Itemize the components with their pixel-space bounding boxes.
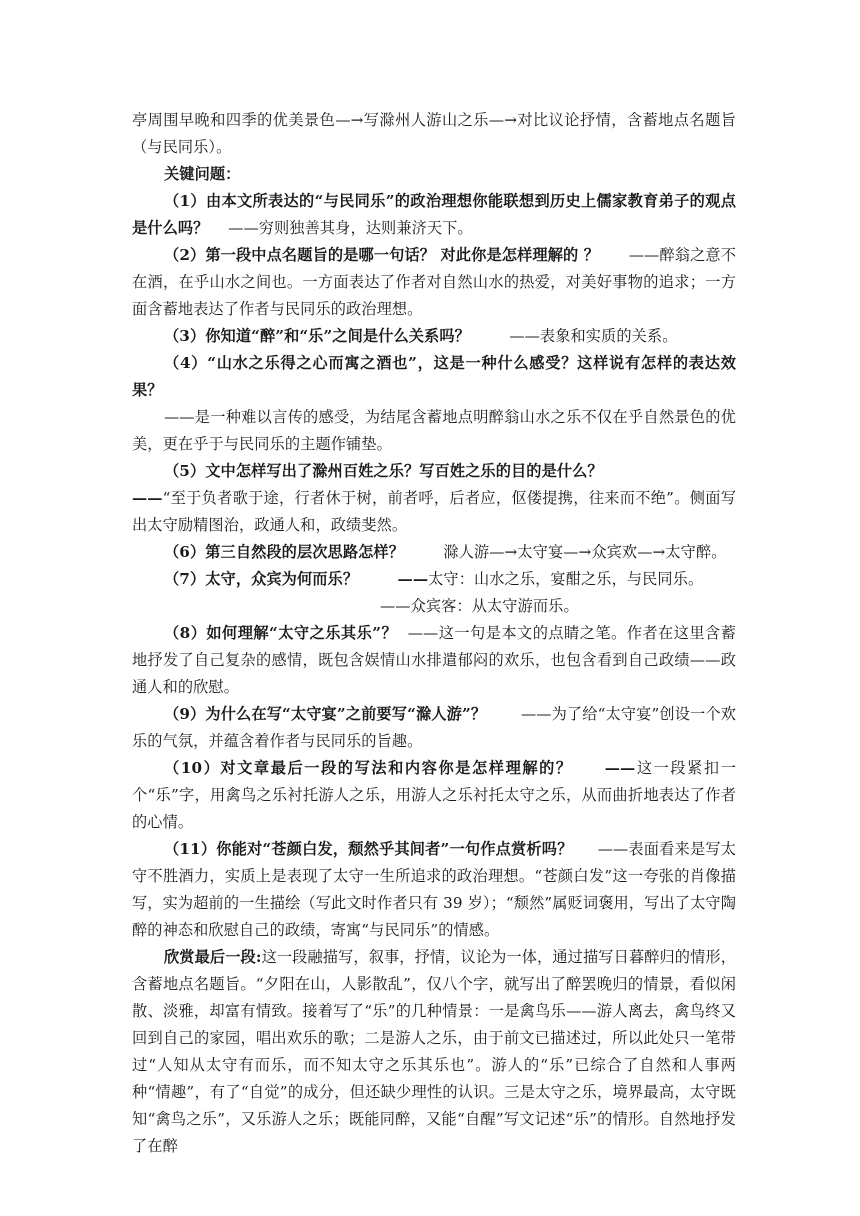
intro-paragraph: 亭周围早晚和四季的优美景色—→写滁州人游山之乐—→对比议论抒情，含蓄地点名题旨（与民同乐）。 xyxy=(132,111,736,156)
question-5-answer xyxy=(132,485,736,539)
question-7-dash: —— xyxy=(397,570,429,588)
question-9 xyxy=(132,701,736,755)
question-2 xyxy=(132,242,736,323)
question-10-dash: —— xyxy=(604,759,636,777)
question-7 xyxy=(132,566,736,593)
question-2-text: （2）第一段中点名题旨的是哪一句话？ 对此你是怎样理解的 ？ xyxy=(164,246,600,264)
question-6-text: （6）第三自然段的层次思路怎样？ xyxy=(164,543,404,561)
question-8 xyxy=(132,620,736,701)
question-3 xyxy=(132,323,736,350)
question-2-answer: ——醉翁之意不在酒，在乎山水之间也。一方面表达了作者对自然山水的热爱，对美好事物的追求；一方面含蓄地表达了作者与民同乐的政治理想。 xyxy=(132,246,736,318)
question-7-answer-2: ——众宾客：从太守游而乐。 xyxy=(380,597,579,615)
question-7-answer: 太守：山水之乐，宴酣之乐，与民同乐。 xyxy=(428,570,704,588)
question-11-answer: ——表面看来是写太守不胜酒力，实质上是表现了太守一生所追求的政治理想。“苍颜白发”这一夸张的肖像描写，实为超前的一生描绘（写此文时作者只有 39 岁）；“颓然”属贬词褒用，写出了太守陶醉的神态和欣慰自己的政绩，寄寓“与民同乐”的情感。 xyxy=(132,840,736,939)
question-8-answer: ——这一句是本文的点睛之笔。作者在这里含蓄地抒发了自己复杂的感情，既包含娱情山水排遣郁闷的欢乐，也包含看到自己政绩——政通人和的欣慰。 xyxy=(132,624,737,696)
appreciation-label: 欣赏最后一段: xyxy=(164,948,262,966)
document-page xyxy=(132,107,736,1160)
question-11 xyxy=(132,836,736,944)
question-3-text: （3）你知道“醉”和“乐”之间是什么关系吗？ xyxy=(164,327,470,345)
question-4-text: （4）“山水之乐得之心而寓之酒也”，这是一种什么感受？这样说有怎样的表达效果？ xyxy=(132,354,736,399)
question-10 xyxy=(132,755,736,836)
question-5-text: （5）文中怎样写出了滁州百姓之乐？写百姓之乐的目的是什么？ xyxy=(164,462,603,480)
question-5-dash: —— xyxy=(132,489,163,507)
question-1-text: （1）由本文所表达的“与民同乐”的政治理想你能联想到历史上儒家教育弟子的观点是什么吗？ xyxy=(132,192,736,237)
question-7-text: （7）太守，众宾为何而乐？ xyxy=(164,570,359,588)
question-6-answer: 滁人游—→太守宴—→众宾欢—→太守醉。 xyxy=(443,543,727,561)
appreciation-paragraph xyxy=(132,944,736,1160)
question-6 xyxy=(132,539,736,566)
section-heading: 关键问题： xyxy=(164,165,241,183)
appreciation-text: 这一段融描写，叙事，抒情，议论为一体，通过描写日暮醉归的情形，含蓄地点名题旨。“夕阳在山，人影散乱”，仅八个字，就写出了醉罢晚归的情景，看似闲散、淡雅，却富有情致。接着写了“乐”的几种情景：一是禽鸟乐——游人离去，禽鸟终又回到自己的家园，唱出欢乐的歌；二是游人之乐，由于前文已描述过，所以此处只一笔带过“人知从太守有而乐，而不知太守之乐其乐也”。游人的“乐”已综合了自然和人事两种“情趣”，有了“自觉”的成分，但还缺少理性的认识。三是太守之乐，境界最高，太守既知“禽鸟之乐”，又乐游人之乐；既能同醉，又能“自醒”写文记述“乐”的情形。自然地抒发了在醉 xyxy=(132,948,736,1155)
question-5-answer-text: “至于负者歌于途，行者休于树，前者呼，后者应，伛偻提携，往来而不绝”。侧面写出太守励精图治，政通人和，政绩斐然。 xyxy=(132,489,736,534)
question-9-answer: ——为了给“太守宴”创设一个欢乐的气氛，并蕴含着作者与民同乐的旨趣。 xyxy=(132,705,736,750)
question-11-text: （11）你能对“苍颜白发，颓然乎其间者”一句作点赏析吗？ xyxy=(164,840,573,858)
question-1 xyxy=(132,188,736,242)
question-9-text: （9）为什么在写“太守宴”之前要写“滁人游”？ xyxy=(164,705,487,723)
question-10-text: （10）对文章最后一段的写法和内容你是怎样理解的？ xyxy=(164,759,573,777)
question-3-answer: ——表象和实质的关系。 xyxy=(509,327,678,345)
question-1-answer: ——穷则独善其身，达则兼济天下。 xyxy=(228,219,473,237)
question-4-answer: ——是一种难以言传的感受，为结尾含蓄地点明醉翁山水之乐不仅在乎自然景色的优美，更在乎于与民同乐的主题作铺垫。 xyxy=(132,408,736,453)
question-10-answer: 这一段紧扣一个“乐”字，用禽鸟之乐衬托游人之乐，用游人之乐衬托太守之乐，从而曲折地表达了作者的心情。 xyxy=(132,759,736,831)
question-8-text: （8）如何理解“太守之乐其乐”？ xyxy=(164,624,398,642)
